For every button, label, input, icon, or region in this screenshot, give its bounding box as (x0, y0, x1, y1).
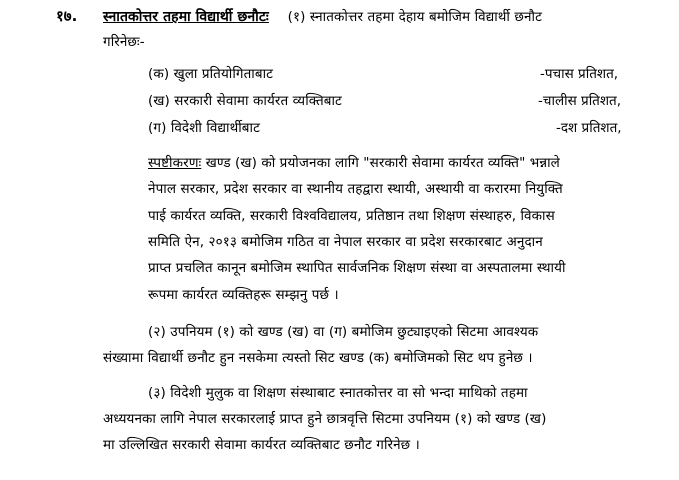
quota-label-ka: (क) खुला प्रतियोगिताबाट (148, 66, 274, 82)
quota-value-ga: -दश प्रतिशत, (556, 120, 622, 136)
clause3-line1: (३) विदेशी मुलुक वा शिक्षण संस्थाबाट स्नातकोत्तर वा सो भन्दा माथिको तहमा (148, 385, 528, 401)
quota-value-kha: -चालीस प्रतिशत, (538, 93, 622, 109)
explanation-line1-text: खण्ड (ख) को प्रयोजनका लागि "सरकारी सेवामा कार्यरत व्यक्ति" भन्नाले (205, 155, 560, 171)
explanation-line1 (148, 154, 560, 172)
section-intro-line2: गरिनेछः- (103, 34, 145, 50)
explanation-line3: पाई कार्यरत व्यक्ति, सरकारी विश्वविद्यालय, प्रतिष्ठान तथा शिक्षण संस्थाहरु, विकास (148, 208, 555, 224)
quota-value-ka: -पचास प्रतिशत, (540, 66, 619, 82)
clause3-line2: अध्ययनका लागि नेपाल सरकारलाई प्राप्त हुने छात्रवृत्ति सिटमा उपनियम (१) को खण्ड (ख) (103, 411, 547, 427)
section-heading: स्नातकोत्तर तहमा विद्यार्थी छनौटः (103, 9, 269, 25)
section-number: १७. (56, 7, 78, 25)
explanation-line6: रूपमा कार्यरत व्यक्तिहरू सम्झनु पर्छ । (148, 287, 339, 303)
clause3-line3: मा उल्लिखित सरकारी सेवामा कार्यरत व्यक्तिबाट छनौट गरिनेछ । (103, 437, 420, 453)
explanation-term: स्पष्टीकरणः (148, 155, 202, 171)
clause2-line2: संख्यामा विद्यार्थी छनौट हुन नसकेमा त्यस्तो सिट खण्ड (क) बमोजिमको सिट थप हुनेछ । (103, 350, 533, 366)
section-intro-line1: (१) स्नातकोत्तर तहमा देहाय बमोजिम विद्यार्थी छनौट (287, 9, 542, 25)
explanation-line5: प्राप्त प्रचलित कानून बमोजिम स्थापित सार्वजनिक शिक्षण संस्था वा अस्पतालमा स्थायी (148, 260, 566, 276)
quota-label-ga: (ग) विदेशी विद्यार्थीबाट (148, 120, 260, 136)
clause2-line1: (२) उपनियम (१) को खण्ड (ख) वा (ग) बमोजिम छुट्याइएको सिटमा आवश्यक (148, 324, 539, 340)
explanation-line2: नेपाल सरकार, प्रदेश सरकार वा स्थानीय तहद्वारा स्थायी, अस्थायी वा करारमा नियुक्ति (148, 181, 563, 197)
section-heading-line (103, 8, 542, 26)
quota-label-kha: (ख) सरकारी सेवामा कार्यरत व्यक्तिबाट (148, 93, 342, 109)
explanation-line4: समिति ऐन, २०१३ बमोजिम गठित वा नेपाल सरकार वा प्रदेश सरकारबाट अनुदान (148, 234, 543, 250)
